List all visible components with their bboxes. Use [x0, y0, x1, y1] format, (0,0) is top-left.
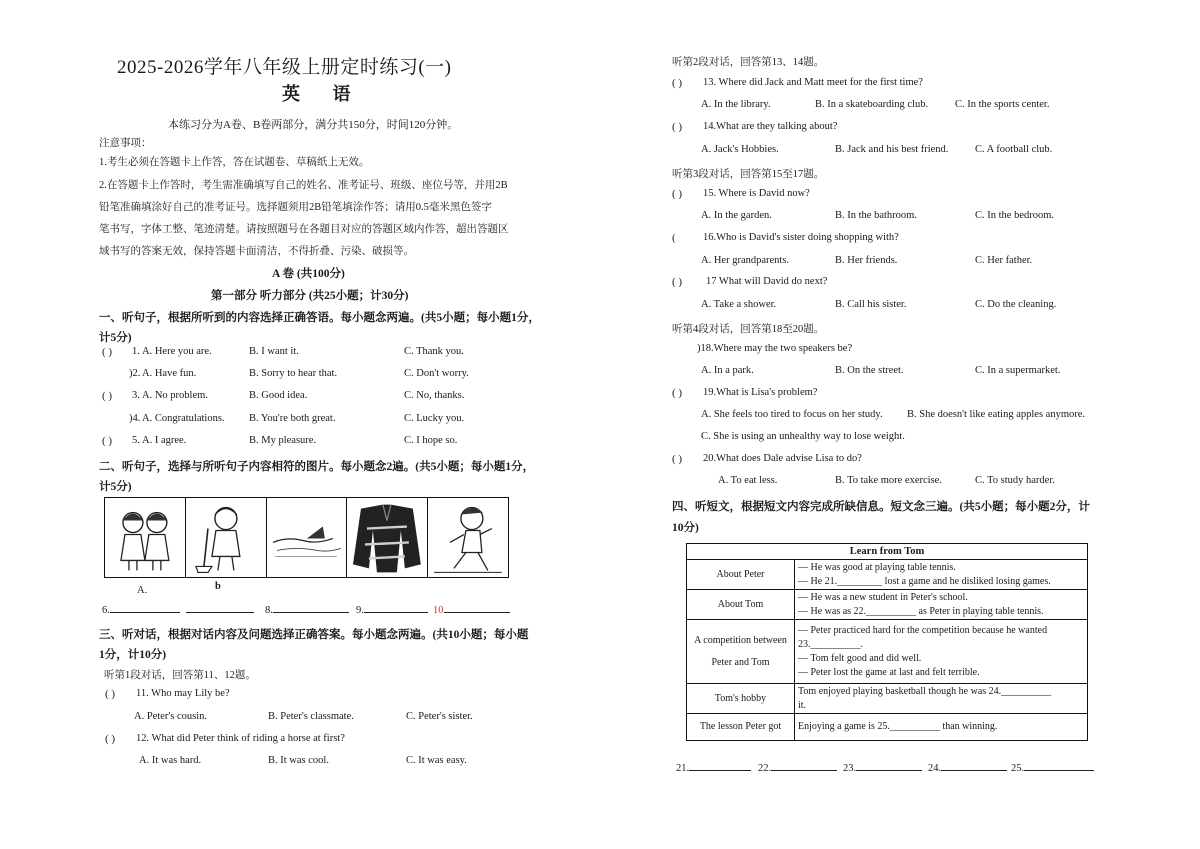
picture-label-a: A. — [137, 585, 148, 596]
answer-blank-9[interactable] — [356, 603, 428, 616]
answer-paren[interactable]: ( ) — [102, 346, 113, 358]
answer-blank-8[interactable] — [265, 603, 349, 616]
option-a[interactable]: A. In the garden. — [701, 210, 772, 221]
option-a[interactable]: A. In a park. — [701, 365, 754, 376]
picture-strip — [104, 497, 509, 578]
option-c[interactable]: C. A football club. — [975, 144, 1053, 155]
picture-waterside[interactable] — [267, 498, 348, 577]
question-17: 17 What will David do next? — [706, 276, 828, 287]
picture-jacket[interactable] — [347, 498, 428, 577]
answer-paren[interactable]: ( ) — [102, 390, 113, 402]
answer-blank-25[interactable] — [1011, 761, 1094, 774]
answer-paren[interactable]: ( ) — [672, 453, 683, 465]
option-a[interactable]: A. Her grandparents. — [701, 255, 790, 266]
blank-line[interactable] — [444, 603, 510, 613]
option-c[interactable]: C. To study harder. — [975, 475, 1055, 486]
option-a[interactable]: A. She feels too tired to focus on her study. — [701, 409, 883, 420]
option-b[interactable]: B. I want it. — [249, 346, 299, 357]
dialog-2-instruction: 听第2段对话，回答第13、14题。 — [672, 57, 825, 68]
option-c[interactable]: C. Her father. — [975, 255, 1033, 266]
question-15: 15. Where is David now? — [703, 188, 810, 199]
row-label: A competition between Peter and Tom — [687, 620, 795, 684]
blank-number: 24. — [928, 763, 942, 774]
option-a[interactable]: A. Peter's cousin. — [134, 711, 208, 722]
answer-blank-22[interactable] — [758, 761, 837, 774]
option-c[interactable]: C. Do the cleaning. — [975, 299, 1057, 310]
dialog-3-instruction: 听第3段对话，回答第15至17题。 — [672, 169, 825, 180]
blank-line[interactable] — [1024, 761, 1094, 771]
blank-number: 22. — [758, 763, 772, 774]
option-b[interactable]: B. Good idea. — [249, 390, 308, 401]
answer-blank-7[interactable] — [186, 603, 254, 616]
learn-from-tom-table — [686, 543, 1088, 741]
question-number: 3. — [132, 390, 140, 401]
blank-line[interactable] — [856, 761, 922, 771]
option-c[interactable]: C. I hope so. — [404, 435, 458, 446]
blank-number: 9. — [356, 605, 364, 616]
question-number: 5. — [132, 435, 140, 446]
answer-paren[interactable]: ( ) — [672, 188, 683, 200]
question-16: 16.Who is David's sister doing shopping with? — [703, 232, 899, 243]
row-content — [795, 714, 1088, 741]
option-c[interactable]: C. In the sports center. — [955, 99, 1050, 110]
picture-twin-girls[interactable] — [105, 498, 186, 577]
notes-item-2-line-2: 铅笔准确填涂好自己的准考证号。选择题须用2B铅笔填涂作答；请用0.5毫米黑色签字 — [99, 202, 492, 213]
answer-blank-24[interactable] — [928, 761, 1007, 774]
option-b[interactable]: B. Sorry to hear that. — [249, 368, 338, 379]
blank-number: 6. — [102, 605, 110, 616]
blank-number: 8. — [265, 605, 273, 616]
table-header-row — [687, 544, 1088, 560]
option-a[interactable]: A. Have fun. — [142, 368, 197, 379]
blank-line[interactable] — [273, 603, 349, 613]
notes-item-2-line-1: 2.在答题卡上作答时，考生需准确填写自己的姓名、准考证号、班级、座位号等，并用2B — [99, 180, 508, 191]
part-1-heading: 第一部分 听力部分 (共25小题；计30分) — [211, 290, 409, 302]
question-12: 12. What did Peter think of riding a horse at first? — [136, 733, 345, 744]
section-4-heading-cont: 10分) — [672, 522, 699, 534]
content-line[interactable]: — He 21._________ lost a game and he disliked losing games. — [798, 575, 1051, 587]
option-c[interactable]: C. In a supermarket. — [975, 365, 1061, 376]
option-a[interactable]: A. In the library. — [701, 99, 771, 110]
row-label: About Peter — [687, 560, 795, 590]
option-a[interactable]: A. I agree. — [142, 435, 187, 446]
section-2-heading: 二、听句子，选择与所听句子内容相符的图片。每小题念2遍。(共5小题；每小题1分， — [99, 461, 535, 473]
blank-line[interactable] — [110, 603, 180, 613]
row-content — [795, 560, 1088, 590]
answer-paren[interactable]: ( ) — [105, 733, 116, 745]
option-c[interactable]: C. Lucky you. — [404, 413, 465, 424]
answer-paren[interactable]: ( ) — [672, 121, 683, 133]
section-2-heading-cont: 计5分) — [99, 481, 132, 493]
question-number: )2. — [129, 368, 141, 379]
question-number: )4. — [129, 413, 141, 424]
subject-title: 英 语 — [282, 84, 365, 104]
volume-a-heading: A 卷 (共100分) — [272, 268, 345, 280]
option-a[interactable]: A. Congratulations. — [142, 413, 225, 424]
dialog-4-instruction: 听第4段对话，回答第18至20题。 — [672, 324, 825, 335]
option-b[interactable]: B. Call his sister. — [835, 299, 907, 310]
row-label: About Tom — [687, 590, 795, 620]
jacket-icon — [347, 498, 427, 577]
dialog-1-instruction: 听第1段对话，回答第11、12题。 — [104, 670, 256, 681]
content-line: — Peter lost the game at last and felt terrible. — [798, 666, 980, 678]
option-a[interactable]: A. It was hard. — [139, 755, 202, 766]
notes-item-2-line-3: 笔书写，字体工整、笔迹清楚。请按照题号在各题目对应的答题区域内作答，超出答题区 — [99, 224, 509, 235]
option-c[interactable]: C. No, thanks. — [404, 390, 465, 401]
answer-paren[interactable]: ( ) — [105, 688, 116, 700]
table-row — [687, 620, 1088, 684]
blank-number: 25. — [1011, 763, 1025, 774]
answer-blank-23[interactable] — [843, 761, 922, 774]
option-b[interactable]: B. My pleasure. — [249, 435, 317, 446]
option-c[interactable]: C. Don't worry. — [404, 368, 469, 379]
content-line: — He was a new student in Peter's school. — [798, 591, 968, 603]
blank-line[interactable] — [186, 603, 254, 613]
answer-paren[interactable]: ( — [672, 232, 676, 244]
content-line[interactable]: 23.__________. — [798, 638, 863, 650]
blank-number: 21. — [676, 763, 690, 774]
picture-boy-sweeping[interactable] — [186, 498, 267, 577]
answer-paren[interactable]: ( ) — [102, 435, 113, 447]
row-content — [795, 620, 1088, 684]
content-line[interactable]: — He was as 22.__________ as Peter in playing table tennis. — [798, 605, 1044, 617]
table-row — [687, 560, 1088, 590]
row-label: The lesson Peter got — [687, 714, 795, 741]
option-c[interactable]: C. In the bedroom. — [975, 210, 1055, 221]
section-4-heading: 四、听短文，根据短文内容完成所缺信息。短文念三遍。(共5小题；每小题2分，计 — [672, 501, 1090, 513]
question-14: 14.What are they talking about? — [703, 121, 838, 132]
option-b[interactable]: B. To take more exercise. — [835, 475, 942, 486]
option-b[interactable]: B. It was cool. — [268, 755, 329, 766]
twin-girls-icon — [105, 498, 185, 577]
content-line: — Peter practiced hard for the competition because he wanted — [798, 624, 1048, 636]
option-a[interactable]: A. Here you are. — [142, 346, 212, 357]
waterside-scene-icon — [267, 498, 347, 577]
content-line[interactable]: Enjoying a game is 25.__________ than winning. — [798, 721, 998, 732]
blank-line[interactable] — [689, 761, 751, 771]
row-content — [795, 684, 1088, 714]
answer-blank-6[interactable] — [102, 603, 180, 616]
question-19: 19.What is Lisa's problem? — [703, 387, 818, 398]
picture-label-b: b — [215, 581, 221, 592]
content-line: — He was good at playing table tennis. — [798, 561, 956, 573]
question-13: 13. Where did Jack and Matt meet for the first time? — [703, 77, 923, 88]
blank-line[interactable] — [364, 603, 428, 613]
option-a[interactable]: A. Jack's Hobbies. — [701, 144, 779, 155]
section-1-heading: 一、听句子，根据所听到的内容选择正确答语。每小题念两遍。(共5小题；每小题1分， — [99, 312, 540, 324]
answer-paren[interactable]: ( ) — [672, 77, 683, 89]
boy-running-icon — [428, 498, 508, 577]
boy-sweeping-icon — [186, 498, 266, 577]
notes-item-1: 1.考生必须在答题卡上作答，答在试题卷、草稿纸上无效。 — [99, 157, 370, 168]
option-a[interactable]: A. Take a shower. — [701, 299, 777, 310]
row-content — [795, 590, 1088, 620]
section-3-heading-cont: 1分，计10分) — [99, 649, 167, 661]
table-row — [687, 714, 1088, 741]
section-3-heading: 三、听对话，根据对话内容及问题选择正确答案。每小题念两遍。(共10小题；每小题 — [99, 629, 529, 641]
table-row — [687, 684, 1088, 714]
option-b[interactable]: B. On the street. — [835, 365, 904, 376]
option-b[interactable]: B. Her friends. — [835, 255, 898, 266]
picture-boy-running[interactable] — [428, 498, 508, 577]
blank-line[interactable] — [941, 761, 1007, 771]
option-b[interactable]: B. You're both great. — [249, 413, 336, 424]
content-line[interactable]: Tom enjoyed playing basketball though he was 24.__________ — [798, 685, 1052, 697]
table-row — [687, 590, 1088, 620]
answer-blank-21[interactable] — [676, 761, 751, 774]
notes-item-2-line-4: 域书写的答案无效，保持答题卡面清洁，不得折叠、污染、破损等。 — [99, 246, 414, 257]
option-a[interactable]: A. No problem. — [142, 390, 208, 401]
option-b[interactable]: B. Peter's classmate. — [268, 711, 354, 722]
option-c[interactable]: C. It was easy. — [406, 755, 467, 766]
section-1-heading-cont: 计5分) — [99, 332, 132, 344]
blank-number: 10 — [433, 605, 444, 616]
notes-heading: 注意事项： — [99, 138, 152, 149]
content-line: — Tom felt good and did well. — [798, 652, 922, 664]
option-b[interactable]: B. Jack and his best friend. — [835, 144, 949, 155]
answer-paren[interactable]: ( ) — [672, 387, 683, 399]
question-11: 11. Who may Lily be? — [136, 688, 230, 699]
option-a[interactable]: A. To eat less. — [718, 475, 778, 486]
question-18: )18.Where may the two speakers be? — [697, 343, 853, 354]
option-c[interactable]: C. She is using an unhealthy way to lose weight. — [701, 431, 905, 442]
option-b[interactable]: B. She doesn't like eating apples anymore. — [907, 409, 1086, 420]
answer-blank-10[interactable] — [433, 603, 510, 616]
page-title: 2025-2026学年八年级上册定时练习(一) — [117, 57, 452, 78]
table-title: Learn from Tom — [687, 544, 1088, 560]
question-20: 20.What does Dale advise Lisa to do? — [703, 453, 862, 464]
option-c[interactable]: C. Peter's sister. — [406, 711, 473, 722]
option-b[interactable]: B. In a skateboarding club. — [815, 99, 929, 110]
option-b[interactable]: B. In the bathroom. — [835, 210, 917, 221]
content-line: it. — [798, 699, 807, 711]
option-c[interactable]: C. Thank you. — [404, 346, 464, 357]
question-number: 1. — [132, 346, 140, 357]
exam-intro: 本练习分为A卷、B卷两部分，满分共150分，时间120分钟。 — [168, 119, 459, 131]
blank-line[interactable] — [771, 761, 837, 771]
blank-number: 23. — [843, 763, 857, 774]
answer-paren[interactable]: ( ) — [672, 276, 683, 288]
row-label: Tom's hobby — [687, 684, 795, 714]
